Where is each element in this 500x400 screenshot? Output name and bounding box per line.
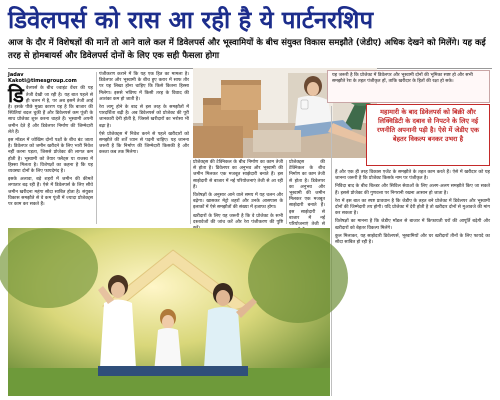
col4-paragraph-1: हैं और एक ही तरह विकास एजेंट के समझौते के तहत काम करते हैं। ऐसे में खरीदार को यह जानना जरूरी है कि प्रोजेक्ट किसके नाम पर पंजीकृत है। <box>335 170 490 182</box>
col2-paragraph-3: ऐसे प्रोजेक्ट्स में निवेश करने से पहले खरीदारों को समझौते की शर्तें ध्यान से पढ़नी चाहिए। यह जानना जरूरी है कि निर्माण की जिम्मेदारी किसकी है और कब्जा कब तक मिलेगा। <box>99 131 189 156</box>
column-divider <box>190 160 191 224</box>
col4-paragraph-3: रेरा में इस बात का स्पष्ट प्रावधान है कि जेडीए के तहत बने प्रोजेक्ट में डिवेलपर और भूस्वामी दोनों की जिम्मेदारी तय होगी। यदि प्रोजेक्ट में देरी होती है तो खरीदार दोनों से मुआवजे की मांग कर सकता है। <box>335 198 490 217</box>
headline: डिवेलपर्स को रास आ रही है ये पार्टनरशिप <box>8 6 374 34</box>
column-divider <box>286 160 287 224</box>
article-column-3 <box>193 160 283 224</box>
col1-paragraph-3: इसके अलावा, बड़े शहरों में जमीन की कीमतें लगातार बढ़ रही हैं। ऐसे में डिवेलपर्स के लिए सीधे जमीन खरीदना महंगा सौदा साबित होता है। संयुक्त विकास समझौते से वे कम पूंजी में ज्यादा प्रोजेक्ट्स पर काम कर सकते हैं। <box>8 177 93 208</box>
article-column-2 <box>99 72 189 222</box>
col1-paragraph-2: इस मॉडल में जोखिम दोनों पक्षों के बीच बंट जाता है। डिवेलपर को जमीन खरीदने के लिए भारी निवेश नहीं करना पड़ता, जिससे प्रोजेक्ट की लागत कम होती है। भूस्वामी को तैयार फ्लैट्स या राजस्व में हिस्सा मिलता है। विशेषज्ञों का कहना है कि यह व्यवस्था दोनों के लिए फायदेमंद है। <box>8 138 93 175</box>
col3-paragraph-2: विशेषज्ञों के अनुसार आने वाले समय में यह चलन और बढ़ेगा। खासकर मेट्रो शहरों और उनके आसपास के इलाकों में ऐसे समझौतों की संख्या में इजाफा होगा। <box>193 193 283 211</box>
photo-family-under-roof <box>8 228 330 396</box>
col3-paragraph-1: प्रोजेक्ट्स की टेक्निकल के बीच निर्माण का काम तेजी से होता है। डिवेलपर का अनुभव और भूस्वामी की जमीन मिलकर एक मजबूत साझेदारी बनाते हैं। इस साझेदारी से बाजार में नई परियोजनाएं तेजी से आ रही हैं। <box>193 160 283 190</box>
column-divider <box>96 72 97 224</box>
col1-paragraph-1: वेलपर्स के बीच ज्वाइंट वेंचर की यह तेजी देखी जा रही है। यह बात पहले से ही चलन में है, पर अब इसमें तेजी आई है। इसके पीछे मुख्य कारण यह है कि बाजार की स्थितियां बदल चुकी हैं और डिवेलपर्स कम पूंजी के साथ प्रोजेक्ट शुरू करना चाहते हैं। भूस्वामी अपनी जमीन देते हैं और डिवेलपर निर्माण की जिम्मेदारी लेते हैं। <box>8 86 93 135</box>
drop-cap: डि <box>8 83 24 108</box>
callout-text-box: यह जरूरी है कि प्रोजेक्ट में डिवेलपर और भूस्वामी दोनों की भूमिका स्पष्ट हो और सभी समझौते रेरा के तहत पंजीकृत हों, ताकि खरीदार के हितों की रक्षा हो सके। <box>327 70 490 103</box>
col4-paragraph-4: विशेषज्ञों का मानना है कि जेडीए मॉडल से बाजार में किफायती घरों की आपूर्ति बढ़ेगी और खरीदारों को बेहतर विकल्प मिलेंगे। <box>335 219 490 231</box>
byline: Jadav Kakoti@timesgroup.com <box>8 72 77 85</box>
col3b-paragraph-1: प्रोजेक्ट्स की टेक्निकल के बीच निर्माण का काम तेजी से होता है। डिवेलपर का अनुभव और भूस्वामी की जमीन मिलकर एक मजबूत साझेदारी बनाते हैं। इस साझेदारी से बाजार में नई परियोजनाएं तेजी से <box>289 160 325 228</box>
article-column-4 <box>335 170 490 396</box>
col4-paragraph-5: कुल मिलाकर, यह साझेदारी डिवेलपर्स, भूस्वामियों और घर खरीदारों तीनों के लिए फायदे का सौदा साबित हो रही है। <box>335 233 490 246</box>
col4-paragraph-2: निविदा बाद के बीच बिल्डर और सिविल सेवाओं के लिए अलग-अलग समझौते किए जा सकते हैं। इससे प्रोजेक्ट की गुणवत्ता पर निगरानी रखना आसान हो जाता है। <box>335 184 490 196</box>
pull-quote-box: महामारी के बाद डिवेलपर्स को बिक्री और लिक्विडिटी के दबाव से निपटने के लिए नई रणनीति अपनानी पड़ी है। ऐसे में जेडीए एक बेहतर विकल्प बनकर उभरा है <box>366 104 490 166</box>
family-illustration <box>8 228 330 396</box>
subheadline: आज के दौर में विशेषज्ञों की मानें तो आने वाले कल में डिवेलपर्स और भूस्वामियों के बीच संयुक्त विकास समझौते (जेडीए) अधिक देखने को मिलेंगे। यह कई तरह से होमबायर्स और डिवेलपर्स दोनों के लिए एक सही फैसला होगा <box>8 38 486 61</box>
col2-paragraph-2: रेरा लागू होने के बाद से इस तरह के समझौतों में पारदर्शिता बढ़ी है। अब डिवेलपर्स को प्रोजेक्ट की पूरी जानकारी देनी होती है, जिससे खरीदारों का भरोसा भी बढ़ा है। <box>99 105 189 129</box>
col3-paragraph-3: खरीदारों के लिए यह जरूरी है कि वे प्रोजेक्ट के सभी दस्तावेजों की जांच करें और रेरा पंजीकरण की पुष्टि <box>193 213 283 225</box>
article-column-3b <box>289 160 325 228</box>
col2-paragraph-1: पंजीकरण कराने में कि यह एक हित का मामला है। डिवेलपर और भूस्वामी के बीच हुए करार में साफ तौर पर यह लिखा होना चाहिए कि किसे कितना हिस्सा मिलेगा। इससे भविष्य में किसी तरह के विवाद की आशंका कम हो जाती है। <box>99 72 189 102</box>
article-column-1 <box>8 72 93 222</box>
